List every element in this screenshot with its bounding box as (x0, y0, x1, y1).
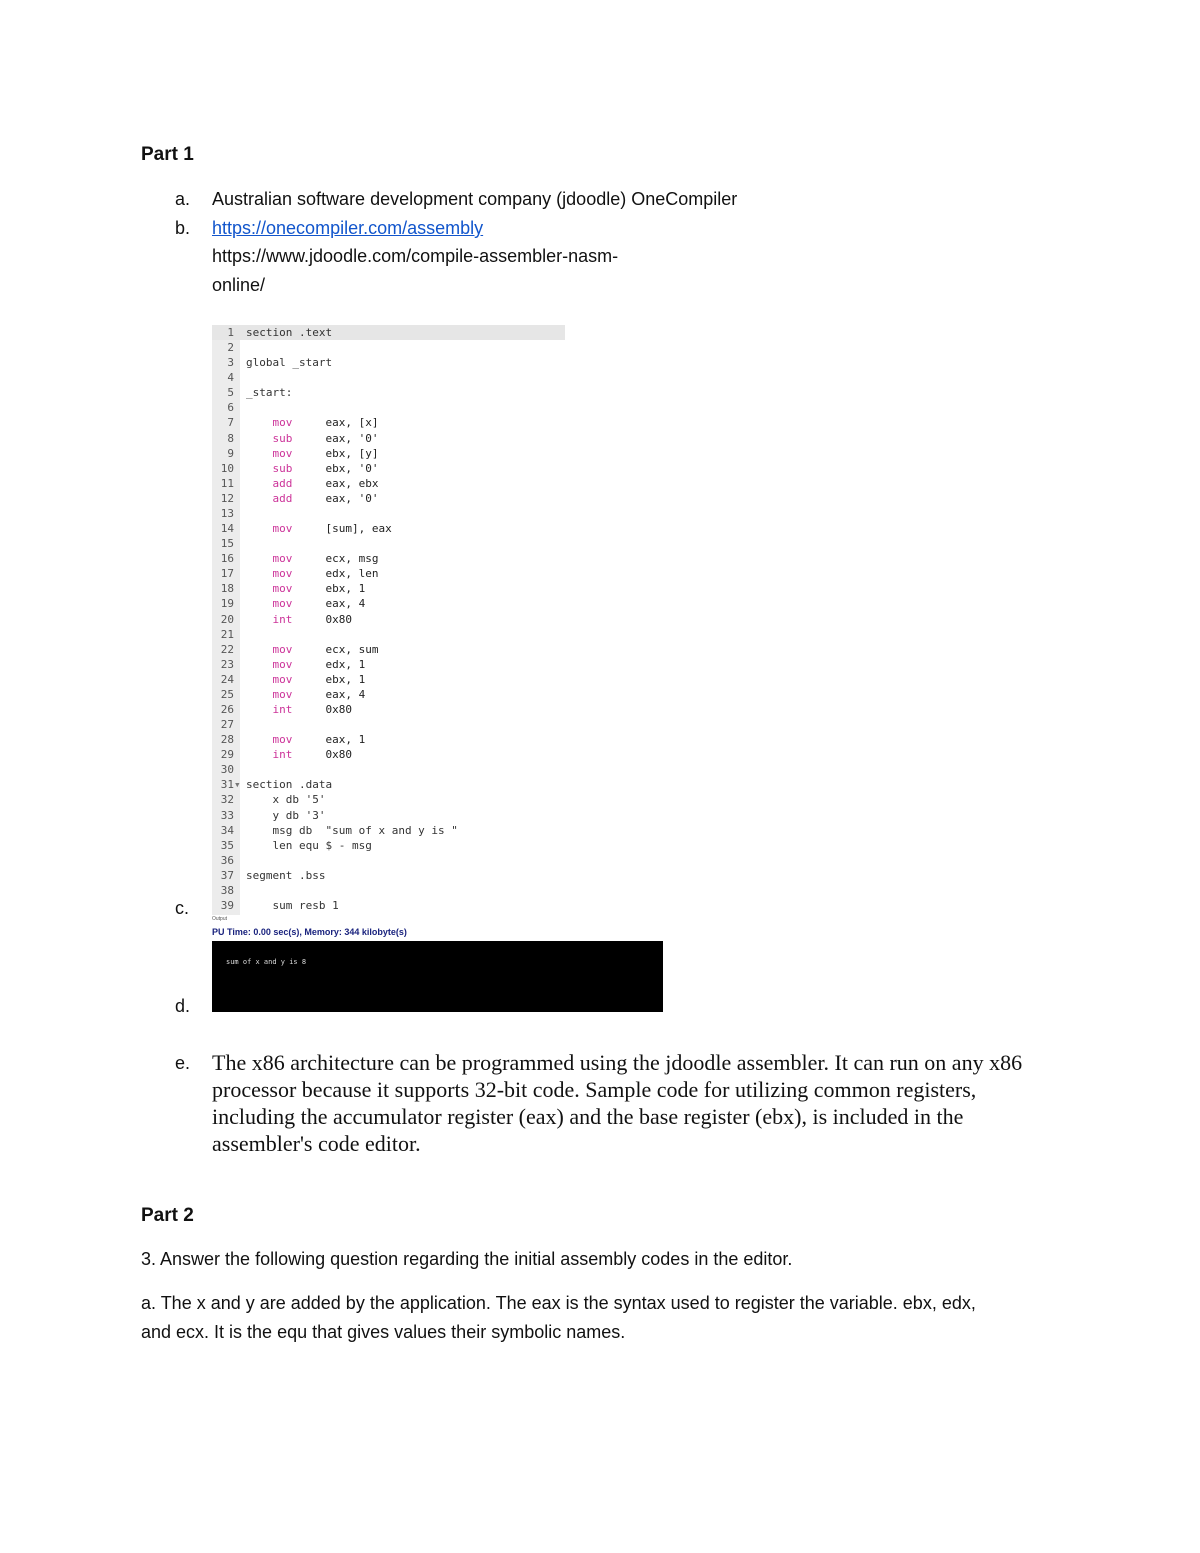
line-number: 27 (220, 718, 234, 732)
code-line (212, 551, 565, 566)
code-text: mov edx, len (246, 567, 379, 581)
code-line (212, 340, 565, 355)
jdoodle-url-line2: online/ (212, 275, 266, 295)
line-number: 22 (220, 642, 234, 656)
code-line (212, 792, 565, 807)
line-number: 36 (220, 853, 234, 867)
line-number: 5 (227, 386, 234, 400)
code-line (212, 642, 565, 657)
code-text: mov eax, [x] (246, 416, 379, 430)
line-number: 26 (220, 703, 234, 716)
code-text: add eax, '0' (246, 491, 379, 505)
line-number: 23 (220, 657, 234, 671)
line-number: 34 (220, 823, 234, 837)
console-output-panel (212, 941, 663, 1012)
console-status: PU Time: 0.00 sec(s), Memory: 344 kilobyte(s) (212, 927, 407, 937)
code-line (212, 325, 565, 340)
question-3: 3. Answer the following question regarding the initial assembly codes in the editor. (141, 1249, 793, 1269)
console-caption: Output (212, 916, 228, 922)
code-line (212, 627, 565, 642)
item-e-marker: e. (175, 1053, 191, 1073)
code-text: global _start (246, 356, 333, 370)
code-text: add eax, ebx (246, 476, 379, 490)
part1-heading: Part 1 (141, 144, 194, 165)
code-line (212, 747, 565, 762)
line-number: 4 (227, 371, 234, 385)
line-number: 9 (227, 446, 234, 460)
code-text: section .data (246, 778, 333, 792)
code-line (212, 777, 565, 792)
code-line (212, 672, 565, 687)
code-text: mov [sum], eax (246, 522, 392, 536)
code-line (212, 431, 565, 446)
code-text: mov eax, 1 (246, 733, 366, 747)
code-line (212, 702, 565, 717)
item-e-paragraph: The x86 architecture can be programmed using the jdoodle assembler. It can run on any x86 processor because it supports 32-bit code. Sample code for utilizing common registers, including the accumulator register (eax) and the base register (ebx), is included in the assembler's code editor. (212, 1050, 1023, 1156)
code-line (212, 476, 565, 491)
code-line (212, 400, 565, 415)
code-text: int 0x80 (246, 748, 352, 762)
code-text: segment .bss (246, 868, 326, 882)
onecompiler-link[interactable]: https://onecompiler.com/assembly (212, 218, 484, 238)
code-line (212, 717, 565, 732)
line-number: 1 (227, 326, 234, 339)
line-number: 2 (227, 341, 234, 355)
line-number: 3 (227, 356, 234, 370)
code-text: mov ebx, 1 (246, 672, 366, 686)
code-text: section .text (246, 326, 333, 339)
code-text: y db '3' (246, 808, 326, 822)
line-number: 14 (220, 522, 234, 536)
line-number: 30 (220, 763, 234, 777)
code-text: int 0x80 (246, 703, 352, 716)
item-a-marker: a. (175, 189, 191, 209)
code-text: sum resb 1 (246, 899, 339, 913)
code-line (212, 868, 565, 883)
code-line (212, 491, 565, 506)
code-line (212, 506, 565, 521)
code-text: mov eax, 4 (246, 687, 366, 701)
code-line (212, 446, 565, 461)
line-number: 33 (220, 808, 234, 822)
code-text: sub ebx, '0' (246, 461, 379, 475)
code-text: x db '5' (246, 793, 326, 807)
code-line (212, 581, 565, 596)
code-line (212, 838, 565, 853)
code-line (212, 415, 565, 430)
line-number: 31 (220, 778, 234, 792)
code-text: msg db "sum of x and y is " (246, 823, 458, 837)
line-number: 21 (220, 627, 234, 641)
item-c-marker: c. (175, 898, 190, 918)
code-line (212, 461, 565, 476)
line-number: 19 (220, 597, 234, 611)
code-line (212, 657, 565, 672)
code-line (212, 385, 565, 400)
line-number: 24 (220, 672, 234, 686)
line-number: 28 (220, 733, 234, 747)
code-line (212, 823, 565, 838)
code-text: mov ecx, sum (246, 642, 379, 656)
line-number: 20 (220, 612, 234, 626)
item-d-marker: d. (175, 996, 191, 1016)
code-text: mov eax, 4 (246, 597, 366, 611)
code-line (212, 898, 565, 913)
line-number: 16 (220, 552, 234, 566)
fold-arrow-icon[interactable]: ▾ (234, 778, 241, 792)
line-number: 17 (220, 567, 234, 581)
code-line (212, 883, 565, 898)
item-a-text: Australian software development company (jdoodle) OneCompiler (212, 189, 738, 209)
line-number: 39 (220, 899, 234, 913)
code-line (212, 762, 565, 777)
line-number: 6 (227, 401, 234, 415)
code-line (212, 687, 565, 702)
code-line (212, 732, 565, 747)
code-text: _start: (246, 386, 293, 400)
line-number: 29 (220, 748, 234, 762)
code-text: int 0x80 (246, 612, 352, 626)
code-line (212, 521, 565, 536)
code-text: len equ $ - msg (246, 838, 372, 852)
line-number: 35 (220, 838, 234, 852)
code-text: mov edx, 1 (246, 657, 366, 671)
code-text: mov ecx, msg (246, 552, 379, 566)
line-number: 38 (220, 883, 234, 897)
line-number: 32 (220, 793, 234, 807)
code-text: sub eax, '0' (246, 431, 379, 445)
code-line (212, 612, 565, 627)
jdoodle-url-line1: https://www.jdoodle.com/compile-assembler-nasm- (212, 246, 619, 266)
answer-a-line1: a. The x and y are added by the application. The eax is the syntax used to register the variable. ebx, edx, (141, 1293, 976, 1313)
line-number: 11 (220, 476, 234, 490)
code-text: mov ebx, [y] (246, 446, 379, 460)
line-number: 25 (220, 687, 234, 701)
code-line (212, 808, 565, 823)
code-line (212, 566, 565, 581)
line-number: 13 (220, 506, 234, 520)
code-line (212, 596, 565, 611)
code-editor-screenshot (212, 325, 565, 915)
line-number: 8 (227, 431, 234, 445)
line-number: 7 (227, 416, 234, 430)
line-number: 18 (220, 582, 234, 596)
code-line (212, 853, 565, 868)
line-number: 10 (220, 461, 234, 475)
part2-heading: Part 2 (141, 1205, 194, 1226)
line-number: 15 (220, 537, 234, 551)
console-output-text: sum of x and y is 8 (226, 958, 307, 966)
code-line (212, 355, 565, 370)
code-text: mov ebx, 1 (246, 582, 366, 596)
code-line (212, 370, 565, 385)
code-line (212, 536, 565, 551)
line-number: 37 (220, 868, 234, 882)
line-number: 12 (220, 491, 234, 505)
item-b-marker: b. (175, 218, 191, 238)
answer-a-line2: and ecx. It is the equ that gives values their symbolic names. (141, 1322, 626, 1342)
